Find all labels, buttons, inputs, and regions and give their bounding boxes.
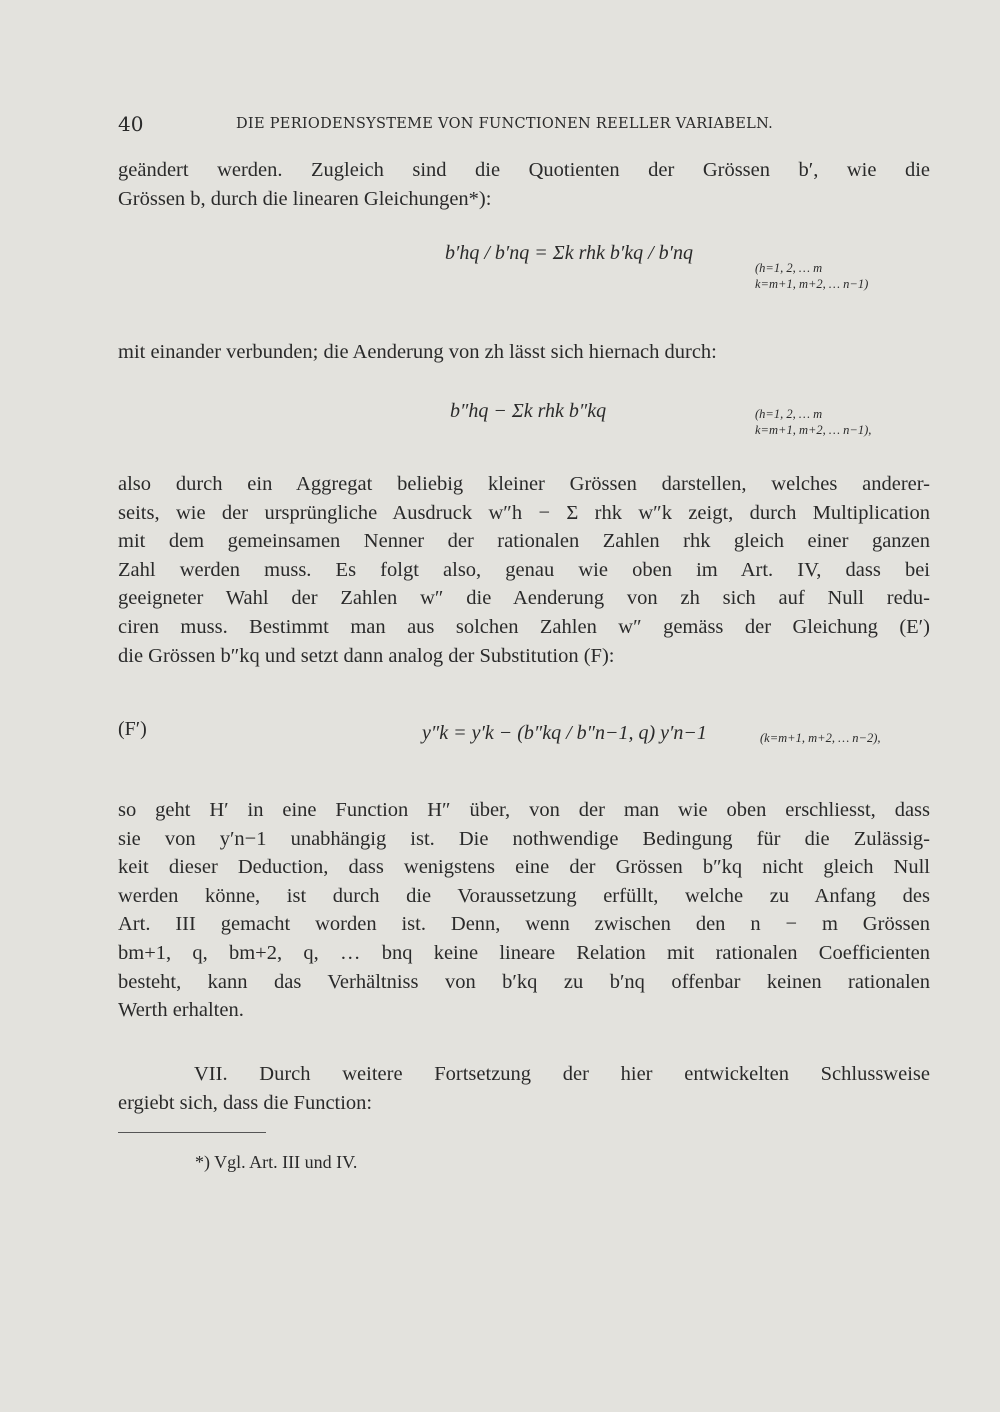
text-line: Zahl werden muss. Es folgt also, genau wie oben im Art. IV, dass bei	[118, 558, 930, 581]
text-line: bm+1, q, bm+2, q, … bnq keine lineare Relation mit rationalen Coefficienten	[118, 941, 930, 964]
paragraph-4	[118, 796, 930, 1025]
equation-2-formula: b″hq − Σk rhk b″kq	[450, 400, 607, 422]
equation-3-condition: (k=m+1, m+2, … n−2),	[760, 731, 881, 745]
text-line: ergiebt sich, dass die Function:	[118, 1091, 373, 1114]
text-line: die Grössen b″kq und setzt dann analog der Substitution (F):	[118, 644, 615, 667]
paragraph-5	[118, 1060, 930, 1117]
footnote: *) Vgl. Art. III und IV.	[195, 1152, 358, 1172]
paragraph-1	[118, 156, 930, 213]
text-line: ciren muss. Bestimmt man aus solchen Zahlen w″ gemäss der Gleichung (E′)	[118, 615, 930, 638]
condition-line: k=m+1, m+2, … n−1)	[755, 277, 869, 291]
equation-2-condition	[755, 406, 871, 438]
condition-line: k=m+1, m+2, … n−1),	[755, 423, 872, 437]
page-header	[118, 112, 928, 142]
text-line: geändert werden. Zugleich sind die Quotienten der Grössen b′, wie die	[118, 159, 930, 181]
text-line: Grössen b, durch die linearen Gleichungen*):	[118, 187, 492, 210]
paragraph-2	[118, 338, 930, 367]
equation-3-formula: y″k = y′k − (b″kq / b″n−1, q) y′n−1	[422, 722, 707, 744]
text-line: so geht H′ in eine Function H″ über, von der man wie oben erschliesst, dass	[118, 799, 930, 821]
equation-3-label: (F′)	[118, 718, 147, 740]
text-line: Art. III gemacht worden ist. Denn, wenn zwischen den n − m Grössen	[118, 913, 930, 936]
text-line: VII. Durch weitere Fortsetzung der hier entwickelten Schlussweise	[194, 1063, 930, 1085]
text-line: geeigneter Wahl der Zahlen w″ die Aenderung von zh sich auf Null redu-	[118, 587, 930, 610]
text-line: keit dieser Deduction, dass wenigstens eine der Grössen b″kq nicht gleich Null	[118, 856, 930, 879]
equation-1-formula: b′hq / b′nq = Σk rhk b′kq / b′nq	[445, 242, 694, 264]
page-number: 40	[118, 112, 144, 136]
condition-line: (h=1, 2, … m	[755, 407, 823, 421]
text-line: Werth erhalten.	[118, 999, 244, 1022]
text-line: werden könne, ist durch die Voraussetzung erfüllt, welche zu Anfang des	[118, 884, 930, 907]
footnote-rule	[118, 1132, 266, 1133]
text-line: also durch ein Aggregat beliebig kleiner Grössen darstellen, welches anderer-	[118, 473, 930, 495]
equation-1-condition	[755, 260, 868, 292]
paragraph-3	[118, 470, 930, 670]
text-line: mit einander verbunden; die Aenderung von zh lässt sich hiernach durch:	[118, 341, 717, 363]
text-line: besteht, kann das Verhältniss von b′kq zu b′nq offenbar keinen rationalen	[118, 970, 930, 993]
text-line: seits, wie der ursprüngliche Ausdruck w″h − Σ rhk w″k zeigt, durch Multiplication	[118, 501, 930, 524]
condition-line: (h=1, 2, … m	[755, 261, 823, 275]
running-title: DIE PERIODENSYSTEME VON FUNCTIONEN REELLER VARIABELN.	[236, 116, 774, 132]
text-line: mit dem gemeinsamen Nenner der rationalen Zahlen rhk gleich einer ganzen	[118, 530, 930, 553]
text-line: sie von y′n−1 unabhängig ist. Die nothwendige Bedingung für die Zulässig-	[118, 827, 930, 850]
